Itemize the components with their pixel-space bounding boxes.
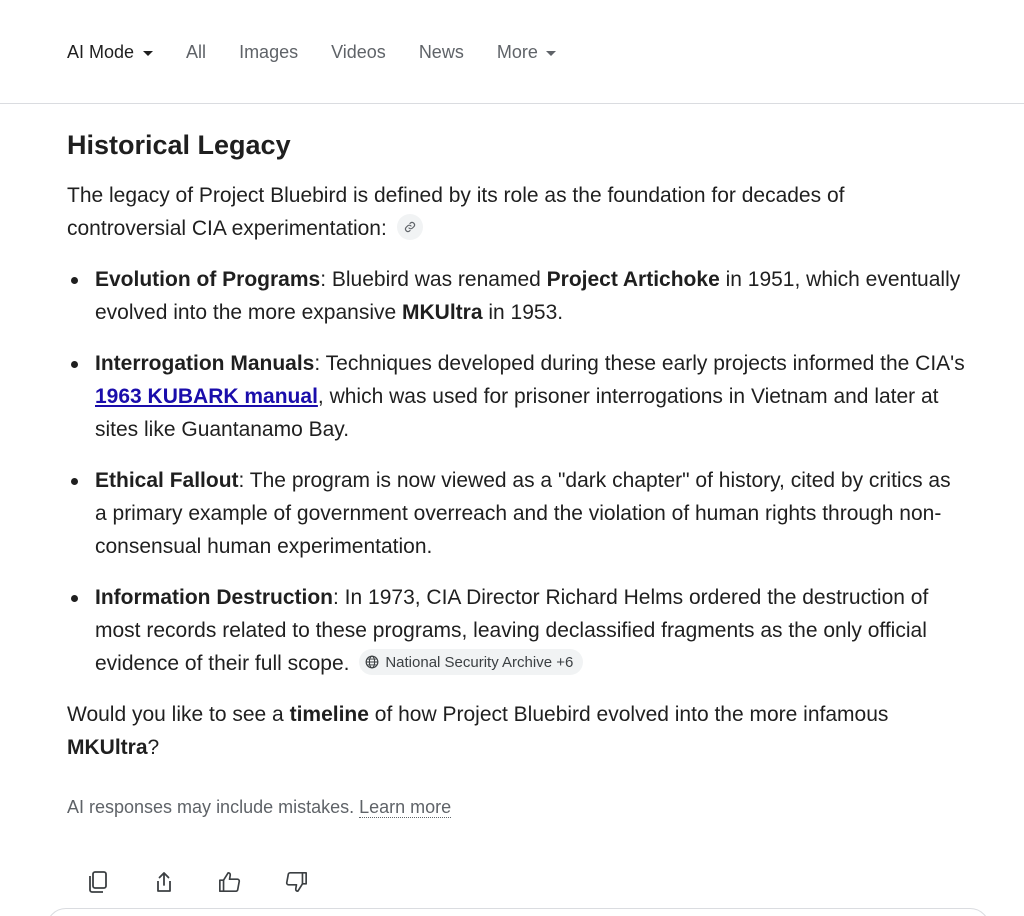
tab-ai-mode-label: AI Mode xyxy=(67,42,135,62)
disclaimer-text: AI responses may include mistakes. xyxy=(67,797,360,817)
bullet-text: , which was used for prisoner interrogations in Vietnam and later at sites like Guantanamo Bay. xyxy=(95,385,939,441)
search-nav-bar xyxy=(0,0,1024,104)
list-item xyxy=(67,263,967,329)
copy-button[interactable] xyxy=(86,868,110,896)
question-text: Would you like to see a xyxy=(67,703,290,726)
copy-icon xyxy=(87,870,109,894)
list-item xyxy=(67,464,967,563)
tab-videos[interactable] xyxy=(331,40,386,64)
tab-news[interactable] xyxy=(419,40,464,64)
bullet-bold: Project Artichoke xyxy=(546,268,720,291)
tab-all[interactable] xyxy=(186,40,206,64)
list-item xyxy=(67,347,967,446)
thumbs-down-icon xyxy=(284,870,308,894)
bullet-text: : In 1973, CIA Director Richard Helms ordered the destruction of most records related to these programs, leaving declassified fragments as the only official evidence of their full scope. xyxy=(95,586,929,675)
bullet-text: : The program is now viewed as a "dark chapter" of history, cited by critics as a primary example of government overreach and the violation of human rights through non-consensual human experimentation. xyxy=(95,469,951,558)
tab-videos-label: Videos xyxy=(331,42,386,62)
follow-up-question xyxy=(67,698,967,764)
nav-tabs xyxy=(67,40,589,64)
chevron-down-icon xyxy=(143,51,153,56)
list-item xyxy=(67,581,967,680)
section-title: Historical Legacy xyxy=(67,130,291,160)
ai-response xyxy=(67,126,967,820)
question-text: ? xyxy=(147,736,160,759)
tab-all-label: All xyxy=(186,42,207,62)
chevron-down-icon xyxy=(546,51,556,56)
bullet-term: Ethical Fallout xyxy=(95,469,239,492)
source-chip[interactable] xyxy=(359,649,583,675)
share-icon xyxy=(154,870,174,894)
intro-paragraph xyxy=(67,179,967,245)
globe-icon xyxy=(365,655,379,669)
thumbs-up-button[interactable] xyxy=(218,868,242,896)
disclaimer xyxy=(67,794,967,820)
response-actions xyxy=(86,868,350,896)
tab-news-label: News xyxy=(418,42,464,62)
bullet-text: in 1953. xyxy=(482,301,564,324)
question-bold: MKUltra xyxy=(67,736,148,759)
bullet-term: Information Destruction xyxy=(95,586,334,609)
bullet-text: in 1951, which eventually evolved into the more expansive xyxy=(95,268,961,324)
thumbs-up-icon xyxy=(218,870,242,894)
tab-images[interactable] xyxy=(239,40,298,64)
legacy-list xyxy=(67,263,967,680)
question-text: of how Project Bluebird evolved into the more infamous xyxy=(368,703,889,726)
bullet-bold: MKUltra xyxy=(402,301,483,324)
link-chip-button[interactable] xyxy=(397,214,423,240)
bullet-text: : Techniques developed during these early projects informed the CIA's xyxy=(314,352,965,375)
link-icon xyxy=(404,221,416,233)
source-chip-label: National Security Archive +6 xyxy=(385,653,574,671)
learn-more-link[interactable]: Learn more xyxy=(359,797,452,817)
tab-ai-mode[interactable] xyxy=(67,40,153,64)
bullet-text: : Bluebird was renamed xyxy=(320,268,547,291)
thumbs-down-button[interactable] xyxy=(284,868,308,896)
kubark-manual-link[interactable]: 1963 KUBARK manual xyxy=(95,385,318,408)
bullet-term: Interrogation Manuals xyxy=(95,352,315,375)
follow-up-input-bar[interactable] xyxy=(46,908,990,916)
bullet-term: Evolution of Programs xyxy=(95,268,321,291)
intro-text: The legacy of Project Bluebird is defined by its role as the foundation for decades of controversial CIA experimentation: xyxy=(67,184,845,240)
tab-more[interactable] xyxy=(497,40,556,64)
share-button[interactable] xyxy=(152,868,176,896)
tab-images-label: Images xyxy=(239,42,299,62)
tab-more-label: More xyxy=(496,42,538,62)
question-bold: timeline xyxy=(289,703,369,726)
